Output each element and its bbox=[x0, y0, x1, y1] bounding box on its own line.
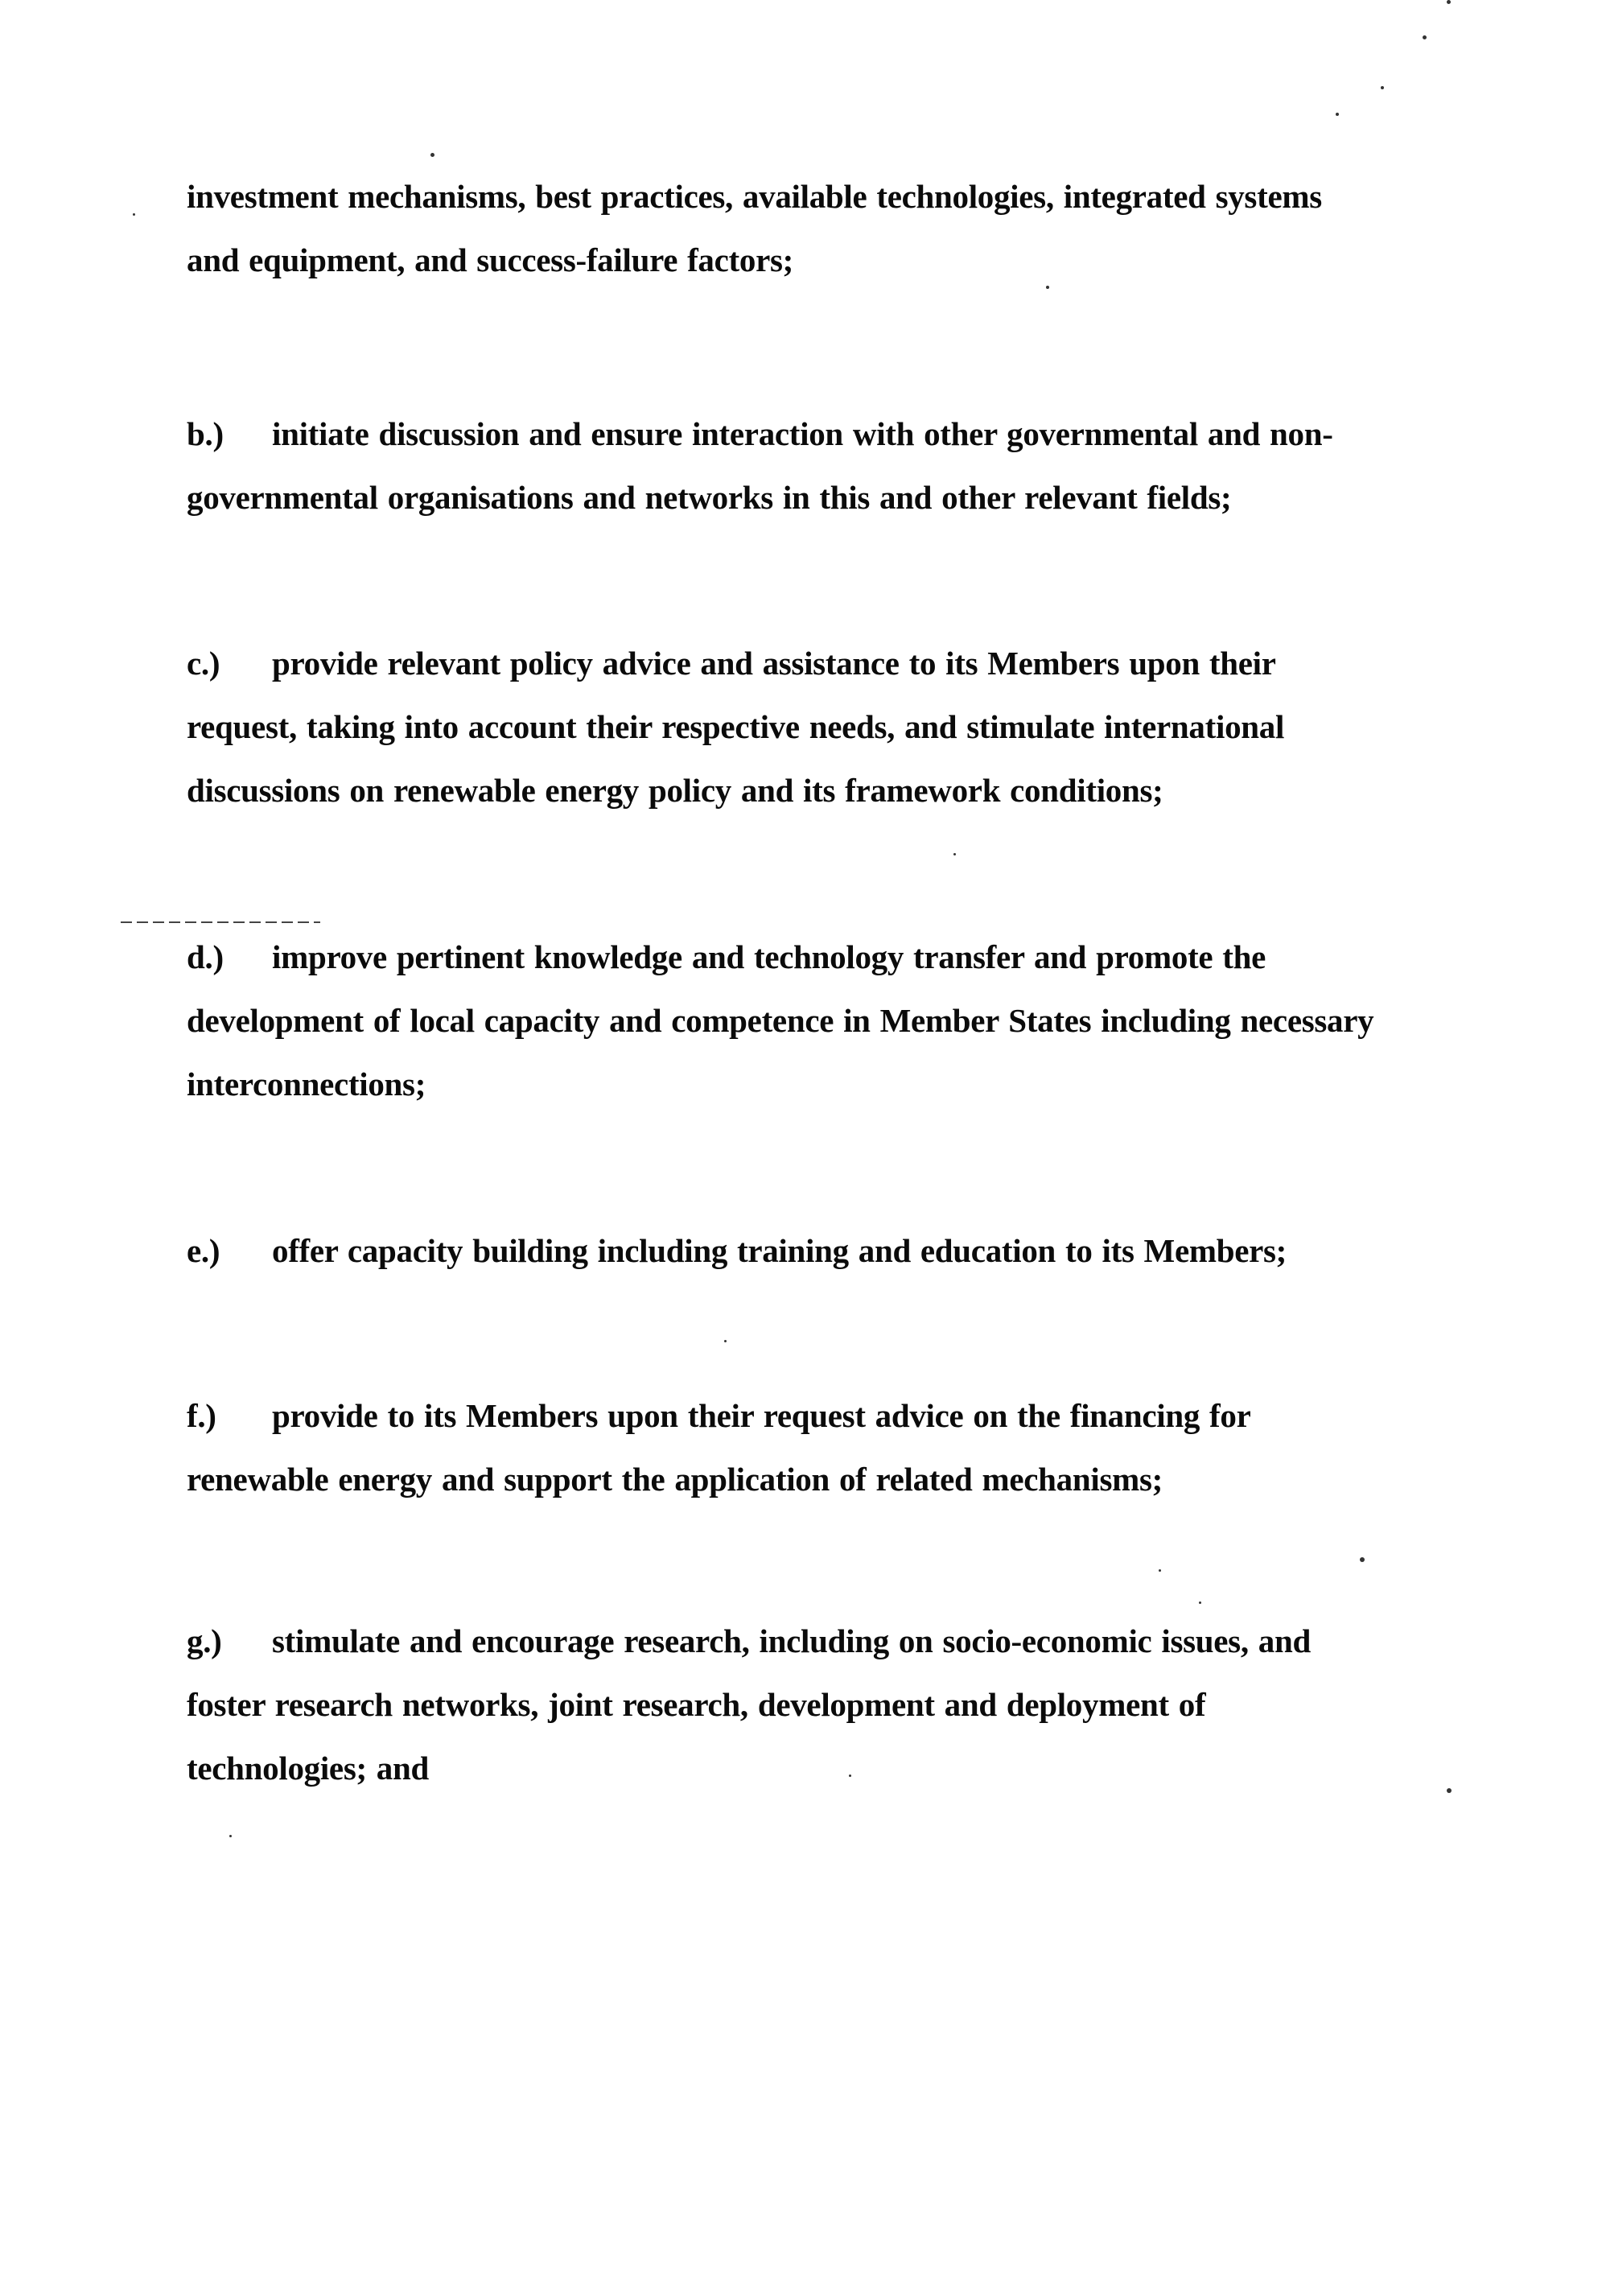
paragraph-line: provide relevant policy advice and assistance to its Members upon their bbox=[272, 645, 1276, 682]
list-item-b bbox=[187, 402, 1474, 530]
paragraph-line: development of local capacity and competence in Member States including necessary bbox=[187, 1002, 1374, 1039]
scan-speck bbox=[724, 1340, 727, 1342]
scan-speck bbox=[953, 853, 956, 855]
list-item-d bbox=[187, 925, 1474, 1116]
paragraph-line: provide to its Members upon their request advice on the financing for bbox=[272, 1397, 1251, 1434]
scan-speck bbox=[849, 1775, 851, 1777]
item-marker: e.) bbox=[187, 1232, 220, 1269]
paragraph-line: stimulate and encourage research, including on socio-economic issues, and bbox=[272, 1622, 1311, 1659]
list-item-g bbox=[187, 1610, 1474, 1800]
list-item-f bbox=[187, 1384, 1474, 1511]
scan-speck bbox=[1423, 35, 1427, 39]
item-marker: b.) bbox=[187, 415, 224, 452]
scan-speck bbox=[1046, 286, 1049, 289]
paragraph-line: offer capacity building including training and education to its Members; bbox=[272, 1232, 1287, 1269]
scan-speck bbox=[1159, 1569, 1161, 1572]
paragraph-line: governmental organisations and networks in this and other relevant fields; bbox=[187, 479, 1232, 516]
scan-speck bbox=[1199, 1601, 1201, 1604]
paragraph-line: request, taking into account their respective needs, and stimulate international bbox=[187, 708, 1285, 745]
scan-speck bbox=[1360, 1557, 1365, 1562]
scan-speck bbox=[133, 213, 135, 216]
intro-paragraph bbox=[187, 165, 1474, 292]
paragraph-line: technologies; and bbox=[187, 1750, 429, 1787]
list-item-c bbox=[187, 632, 1474, 822]
scan-speck bbox=[229, 1835, 232, 1837]
item-marker: f.) bbox=[187, 1397, 216, 1434]
scan-artifact-dashed-line bbox=[121, 921, 320, 923]
paragraph-line: improve pertinent knowledge and technology transfer and promote the bbox=[272, 938, 1266, 975]
paragraph-line: initiate discussion and ensure interaction with other governmental and non- bbox=[272, 415, 1333, 452]
item-marker: d.) bbox=[187, 938, 224, 975]
scan-speck bbox=[1381, 86, 1384, 89]
paragraph-line: renewable energy and support the application of related mechanisms; bbox=[187, 1461, 1163, 1498]
scan-speck bbox=[430, 153, 434, 157]
paragraph-line: and equipment, and success-failure factors; bbox=[187, 241, 793, 278]
scan-speck bbox=[1447, 1788, 1452, 1793]
item-marker: c.) bbox=[187, 645, 220, 682]
paragraph-line: investment mechanisms, best practices, available technologies, integrated systems bbox=[187, 178, 1322, 215]
paragraph-line: foster research networks, joint research, development and deployment of bbox=[187, 1686, 1206, 1723]
paragraph-line: interconnections; bbox=[187, 1066, 426, 1103]
list-item-e bbox=[187, 1219, 1474, 1283]
scan-speck bbox=[1447, 0, 1451, 4]
item-marker: g.) bbox=[187, 1622, 222, 1659]
scan-speck bbox=[1336, 113, 1339, 116]
paragraph-line: discussions on renewable energy policy and its framework conditions; bbox=[187, 772, 1163, 809]
